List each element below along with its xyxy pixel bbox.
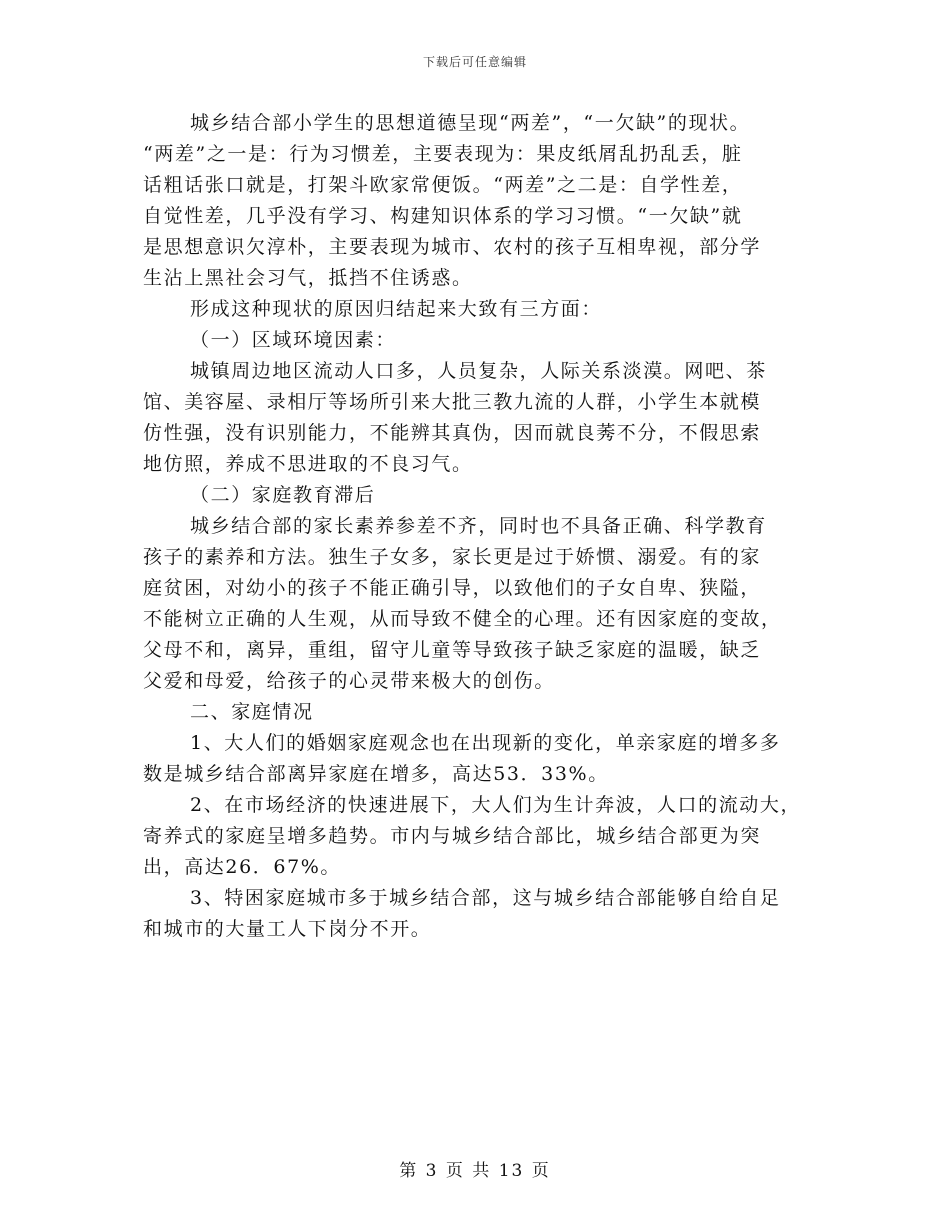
paragraph-line: 仿性强，没有识别能力，不能辨其真伪，因而就良莠不分，不假思索 [143,422,762,444]
section-heading: 二、家庭情况 [190,701,314,723]
paragraph-line: 2、在市场经济的快速进展下，大人们为生计奔波，人口的流动大， [190,794,802,816]
paragraph-line: 庭贫困，对幼小的孩子不能正确引导，以致他们的子女自卑、狭隘， [143,577,762,599]
paragraph-line: 是思想意识欠淳朴，主要表现为城市、农村的孩子互相卑视，部分学 [143,236,762,258]
document-body [143,108,823,945]
paragraph-line: 数是城乡结合部离异家庭在增多，高达53．33%。 [143,763,609,785]
paragraph-line: 形成这种现状的原因归结起来大致有三方面： [190,298,603,320]
paragraph-line: 城乡结合部小学生的思想道德呈现“两差”，“一欠缺”的现状。 [190,112,751,134]
paragraph-line: 话粗话张口就是，打架斗欧家常便饭。“两差”之二是：自学性差， [143,174,743,196]
page-header-note: 下载后可任意编辑 [422,55,527,69]
section-heading: （二）家庭教育滞后 [190,484,376,506]
paragraph-line: 城乡结合部的家长素养参差不齐，同时也不具备正确、科学教育 [190,515,767,537]
paragraph-line: 生沾上黑社会习气，抵挡不住诱惑。 [143,267,473,289]
paragraph-line: 不能树立正确的人生观，从而导致不健全的心理。还有因家庭的变故， [143,608,782,630]
paragraph-line: 1、大人们的婚姻家庭观念也在出现新的变化，单亲家庭的增多多 [190,732,781,754]
paragraph-line: 自觉性差，几乎没有学习、构建知识体系的学习习惯。“一欠缺”就 [143,205,743,227]
paragraph-line: 父母不和，离异，重组，留守儿童等导致孩子缺乏家庭的温暖，缺乏 [143,639,762,661]
paragraph-line: 城镇周边地区流动人口多，人员复杂，人际关系淡漠。网吧、茶 [190,360,767,382]
paragraph-line: 3、特困家庭城市多于城乡结合部，这与城乡结合部能够自给自足 [190,887,781,909]
paragraph-line: 父爱和母爱，给孩子的心灵带来极大的创伤。 [143,670,556,692]
paragraph-line: 地仿照，养成不思进取的不良习气。 [143,453,473,475]
page-number: 第 3 页 共 13 页 [399,1161,551,1181]
paragraph-line: 馆、美容屋、录相厅等场所引来大批三教九流的人群，小学生本就模 [143,391,762,413]
paragraph-line: 寄养式的家庭呈增多趋势。市内与城乡结合部比，城乡结合部更为突 [143,825,762,847]
paragraph-line: 出，高达26．67%。 [143,856,342,878]
section-heading: （一）区域环境因素： [190,329,397,351]
paragraph-line: 孩子的素养和方法。独生子女多，家长更是过于娇惯、溺爱。有的家 [143,546,762,568]
paragraph-line: “两差”之一是：行为习惯差，主要表现为：果皮纸屑乱扔乱丢，脏 [143,143,743,165]
paragraph-line: 和城市的大量工人下岗分不开。 [143,918,432,940]
